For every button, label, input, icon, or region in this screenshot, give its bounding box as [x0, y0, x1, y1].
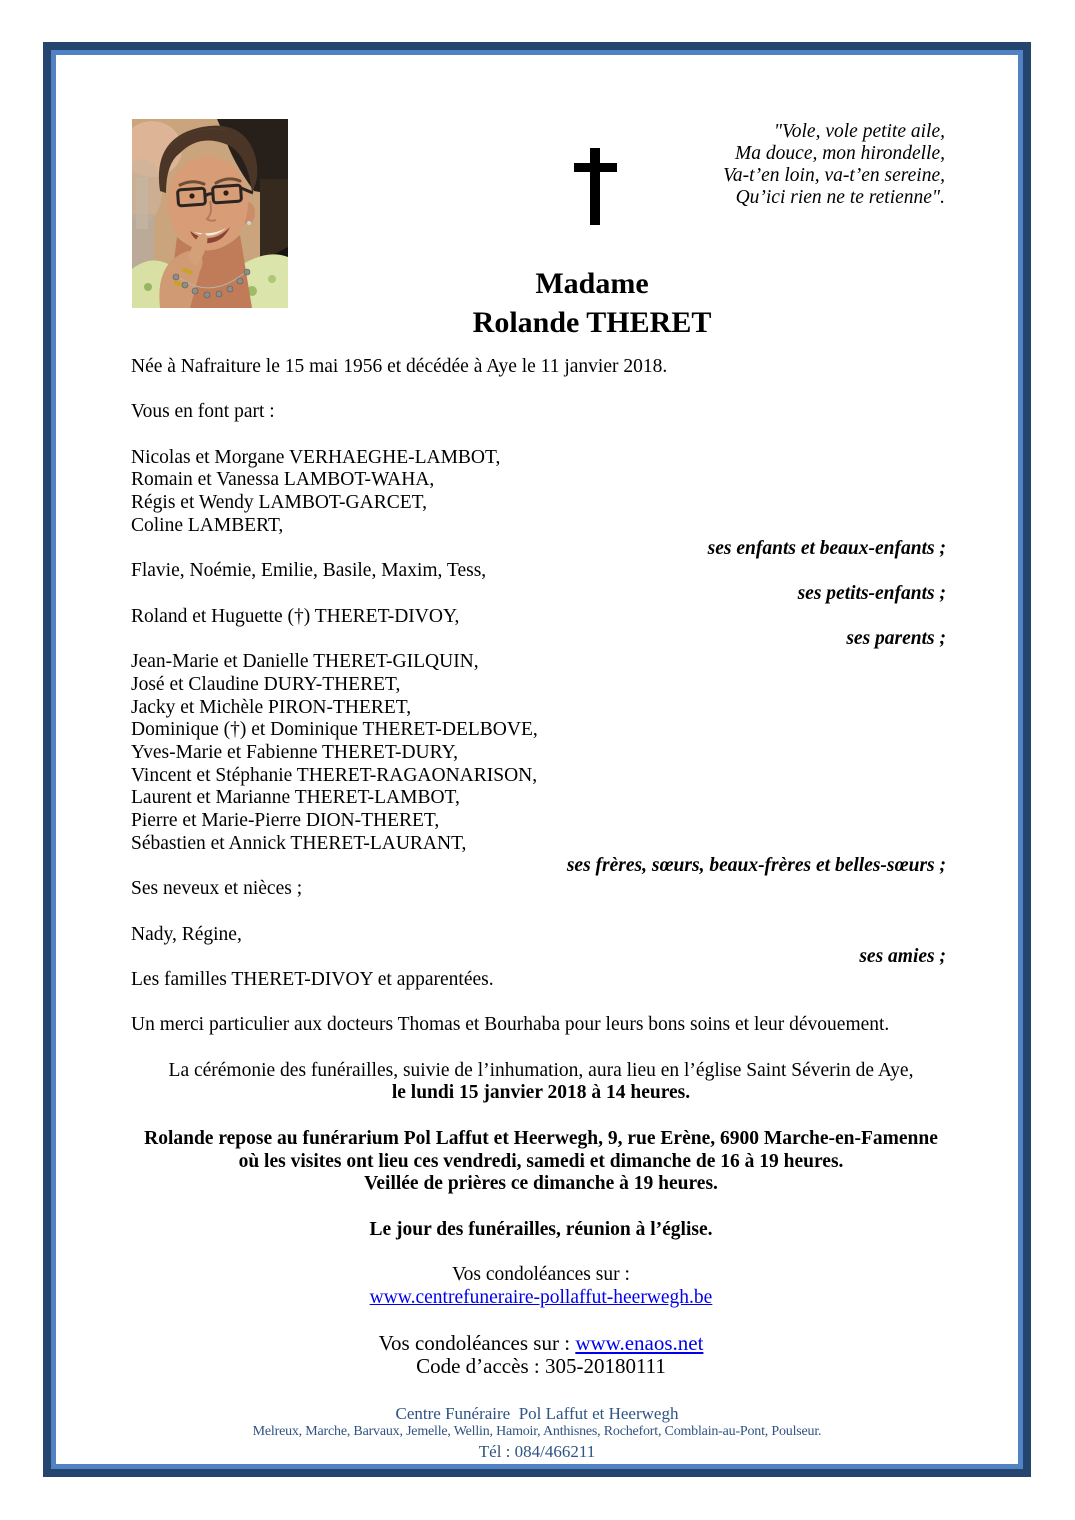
funeral-home-locations: Melreux, Marche, Barvaux, Jemelle, Wellin, Hamoir, Anthisnes, Rochefort, Comblain-au-Pont, Poulseur. [252, 1424, 822, 1439]
funeral-home-footer [43, 1404, 1031, 1461]
deceased-name-title [292, 264, 892, 342]
access-code-line: Code d’accès : 305-20180111 [416, 1353, 666, 1378]
ceremony-date-line: le lundi 15 janvier 2018 à 14 heures. [391, 1082, 691, 1104]
portrait-photo [132, 119, 288, 308]
siblings-relation-label: ses frères, sœurs, beaux-frères et belles-sœurs ; [566, 855, 946, 877]
sibling-line: Jacky et Michèle PIRON-THERET, [131, 696, 412, 718]
birth-death-line: Née à Nafraiture le 15 mai 1956 et décédée à Aye le 11 janvier 2018. [131, 356, 668, 377]
funeral-day-line: Le jour des funérailles, réunion à l’église. [369, 1218, 713, 1240]
thanks-line: Un merci particulier aux docteurs Thomas et Bourhaba pour leurs bons soins et leur dévouement. [131, 1014, 890, 1036]
sibling-line: Vincent et Stéphanie THERET-RAGAONARISON, [131, 764, 538, 786]
child-line: Régis et Wendy LAMBOT-GARCET, [131, 492, 427, 514]
spacer [131, 901, 951, 924]
grandchildren-relation-label: ses petits-enfants ; [797, 583, 946, 604]
sibling-line: Yves-Marie et Fabienne THERET-DURY, [131, 741, 458, 763]
intro-line: Vous en font part : [131, 401, 275, 423]
vigil-line: Veillée de prières ce dimanche à 19 heures. [364, 1173, 718, 1195]
parents-relation-label: ses parents ; [846, 628, 946, 650]
parents-line: Roland et Huguette (†) THERET-DIVOY, [131, 605, 460, 627]
memorial-quote [565, 121, 945, 209]
quote-line: Qu’ici rien ne te retienne". [735, 187, 945, 208]
spacer [131, 1037, 951, 1060]
child-line: Coline LAMBERT, [131, 514, 284, 536]
condolences-label: Vos condoléances sur : [452, 1264, 630, 1285]
visits-line: où les visites ont lieu ces vendredi, samedi et dimanche de 16 à 19 heures. [238, 1150, 844, 1172]
quote-line: Ma douce, mon hirondelle, [735, 143, 945, 164]
sibling-line: Jean-Marie et Danielle THERET-GILQUIN, [131, 651, 479, 673]
funeral-home-phone: Tél : 084/466211 [478, 1442, 596, 1461]
child-line: Romain et Vanessa LAMBOT-WAHA, [131, 469, 435, 491]
child-line: Nicolas et Morgane VERHAEGHE-LAMBOT, [131, 446, 501, 468]
quote-line: Va-t’en loin, va-t’en sereine, [723, 165, 945, 186]
nephews-line: Ses neveux et nièces ; [131, 878, 303, 900]
condolences-enaos-link[interactable]: www.enaos.net [575, 1331, 704, 1356]
deceased-title-line: Madame [535, 267, 649, 300]
quote-line: "Vole, vole petite aile, [773, 121, 945, 142]
sibling-line: Pierre et Marie-Pierre DION-THERET, [131, 810, 440, 832]
spacer [131, 379, 951, 402]
sibling-line: Dominique (†) et Dominique THERET-DELBOVE, [131, 719, 538, 741]
repose-line: Rolande repose au funérarium Pol Laffut et Heerwegh, 9, rue Erène, 6900 Marche-en-Famenne [144, 1127, 938, 1149]
condolences-enaos-label: Vos condoléances sur : [378, 1331, 576, 1356]
children-relation-label: ses enfants et beaux-enfants ; [707, 537, 946, 559]
spacer [131, 1196, 951, 1219]
spacer [131, 1309, 951, 1332]
spacer [131, 1241, 951, 1264]
spacer [131, 1105, 951, 1128]
ceremony-line: La cérémonie des funérailles, suivie de l’inhumation, aura lieu en l’église Saint Séverin de Aye, [168, 1059, 914, 1081]
friends-line: Nady, Régine, [131, 923, 242, 945]
condolences-funeral-home-link[interactable]: www.centrefuneraire-pollaffut-heerwegh.be [369, 1286, 713, 1308]
deceased-name-line: Rolande THERET [472, 306, 712, 339]
sibling-line: Sébastien et Annick THERET-LAURANT, [131, 832, 467, 854]
funeral-home-name: Centre Funéraire Pol Laffut et Heerwegh [395, 1404, 679, 1423]
grandchildren-line: Flavie, Noémie, Emilie, Basile, Maxim, Tess, [131, 560, 487, 582]
spacer [131, 992, 951, 1015]
sibling-line: Laurent et Marianne THERET-LAMBOT, [131, 787, 460, 809]
families-line: Les familles THERET-DIVOY et apparentées. [131, 968, 494, 990]
portrait-photo-image [132, 119, 288, 308]
announcement-body [131, 356, 951, 1378]
friends-relation-label: ses amies ; [859, 946, 946, 968]
spacer [131, 424, 951, 447]
sibling-line: José et Claudine DURY-THERET, [131, 673, 401, 695]
